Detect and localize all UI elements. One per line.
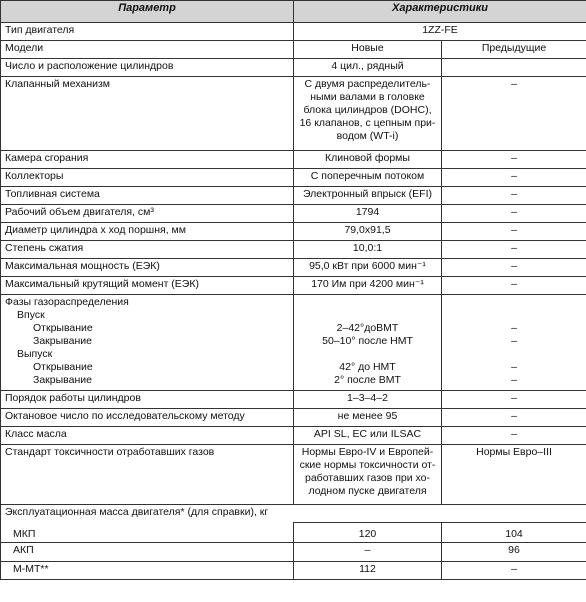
timing-exhaust-close: Закрывание xyxy=(33,374,92,386)
valve-new xyxy=(294,77,442,151)
valve-prev: – xyxy=(442,77,586,151)
valve-line: блока цилиндров (DOHC), xyxy=(303,104,432,116)
table-row xyxy=(1,151,586,169)
timing-prev-dash: – xyxy=(511,335,517,347)
table-row xyxy=(1,59,586,77)
table-row xyxy=(1,23,586,41)
param-header: Параметр xyxy=(1,1,294,23)
row-label: Порядок работы цилиндров xyxy=(1,391,294,409)
table-row xyxy=(1,187,586,205)
table-row xyxy=(1,41,586,59)
emission-prev: Нормы Евро–III xyxy=(442,445,586,505)
models-new: Новые xyxy=(294,41,442,59)
table-row xyxy=(1,427,586,445)
intake-close-value: 50–10° после НМТ xyxy=(322,335,413,347)
akp-new: – xyxy=(294,543,442,562)
row-label: Клапанный механизм xyxy=(1,77,294,151)
emission-new xyxy=(294,445,442,505)
akp-label: АКП xyxy=(1,543,294,562)
table-row xyxy=(1,169,586,187)
timing-intake: Впуск xyxy=(17,309,45,321)
timing-intake-open: Открывание xyxy=(33,322,93,334)
mmt-new: 112 xyxy=(294,562,442,580)
octane-new: не менее 95 xyxy=(294,409,442,427)
cylinders-prev xyxy=(442,59,586,77)
row-label: Октановое число по исследовательскому методу xyxy=(1,409,294,427)
mkp-prev: 104 xyxy=(442,523,586,543)
exhaust-close-value: 2° после ВМТ xyxy=(334,374,401,386)
valve-line: 16 клапанов, с цепным при- xyxy=(299,117,436,129)
fuel-new: Электронный впрыск (EFI) xyxy=(294,187,442,205)
displacement-prev: – xyxy=(442,205,586,223)
row-label: Камера сгорания xyxy=(1,151,294,169)
displacement-new: 1794 xyxy=(294,205,442,223)
row-label: Степень сжатия xyxy=(1,241,294,259)
bore-new: 79,0x91,5 xyxy=(294,223,442,241)
table-row xyxy=(1,562,586,580)
intake-open-value: 2–42°доВМТ xyxy=(336,322,399,334)
power-new: 95,0 кВт при 6000 мин⁻¹ xyxy=(294,259,442,277)
table-row xyxy=(1,391,586,409)
manifolds-new: С поперечным потоком xyxy=(294,169,442,187)
row-label: Диаметр цилиндра х ход поршня, мм xyxy=(1,223,294,241)
table-row xyxy=(1,543,586,562)
chamber-prev: – xyxy=(442,151,586,169)
mass-label: Эксплуатационная масса двигателя* (для справки), кг xyxy=(1,505,586,523)
row-label: Рабочий объем двигателя, см³ xyxy=(1,205,294,223)
header-row xyxy=(1,1,586,23)
fuel-prev: – xyxy=(442,187,586,205)
table-row xyxy=(1,223,586,241)
compression-new: 10,0:1 xyxy=(294,241,442,259)
emission-line: Нормы Евро-IV и Европей- xyxy=(301,446,434,458)
timing-title: Фазы газораспределения xyxy=(5,296,129,308)
torque-prev: – xyxy=(442,277,586,295)
manifolds-prev: – xyxy=(442,169,586,187)
emission-line: лодном пуске двигателя xyxy=(308,485,427,497)
table-row xyxy=(1,205,586,223)
mmt-prev: – xyxy=(442,562,586,580)
power-prev: – xyxy=(442,259,586,277)
timing-prev-dash: – xyxy=(511,322,517,334)
emission-line: работавших газов при хо- xyxy=(305,472,430,484)
timing-exhaust: Выпуск xyxy=(17,348,53,360)
exhaust-open-value: 42° до НМТ xyxy=(339,361,396,373)
timing-prev-dash: – xyxy=(511,361,517,373)
row-label: Максимальная мощность (ЕЭК) xyxy=(1,259,294,277)
table-row xyxy=(1,505,586,523)
valve-line: ными валами в головке xyxy=(310,91,425,103)
engine-type-value: 1ZZ-FE xyxy=(294,23,586,41)
table-row xyxy=(1,277,586,295)
bore-prev: – xyxy=(442,223,586,241)
row-label: Топливная система xyxy=(1,187,294,205)
firing-new: 1–3–4–2 xyxy=(294,391,442,409)
row-label: Класс масла xyxy=(1,427,294,445)
oil-new: API SL, EC или ILSAC xyxy=(294,427,442,445)
torque-new: 170 Им при 4200 мин⁻¹ xyxy=(294,277,442,295)
mkp-new: 120 xyxy=(294,523,442,543)
octane-prev: – xyxy=(442,409,586,427)
timing-intake-close: Закрывание xyxy=(33,335,92,347)
row-label: Модели xyxy=(1,41,294,59)
compression-prev: – xyxy=(442,241,586,259)
timing-prev xyxy=(442,295,586,391)
chamber-new: Клиновой формы xyxy=(294,151,442,169)
table-row xyxy=(1,259,586,277)
table-row xyxy=(1,77,586,151)
spec-header: Характеристики xyxy=(294,1,586,23)
models-prev: Предыдущие xyxy=(442,41,586,59)
valve-line: водом (WT-i) xyxy=(336,130,399,142)
row-label: Стандарт токсичности отработавших газов xyxy=(1,445,294,505)
table-row xyxy=(1,295,586,391)
row-label: Число и расположение цилиндров xyxy=(1,59,294,77)
timing-label-cell xyxy=(1,295,294,391)
cylinders-new: 4 цил., рядный xyxy=(294,59,442,77)
timing-new xyxy=(294,295,442,391)
table-row xyxy=(1,409,586,427)
firing-prev: – xyxy=(442,391,586,409)
timing-exhaust-open: Открывание xyxy=(33,361,93,373)
row-label: Тип двигателя xyxy=(1,23,294,41)
table-row xyxy=(1,445,586,505)
mmt-label: M-MT** xyxy=(1,562,294,580)
mkp-label: МКП xyxy=(1,523,294,543)
valve-line: С двумя распределитель- xyxy=(304,78,431,90)
timing-prev-dash: – xyxy=(511,374,517,386)
table-row xyxy=(1,523,586,543)
emission-line: ские нормы токсичности от- xyxy=(299,459,436,471)
row-label: Максимальный крутящий момент (ЕЭК) xyxy=(1,277,294,295)
table-row xyxy=(1,241,586,259)
oil-prev: – xyxy=(442,427,586,445)
row-label: Коллекторы xyxy=(1,169,294,187)
akp-prev: 96 xyxy=(442,543,586,562)
